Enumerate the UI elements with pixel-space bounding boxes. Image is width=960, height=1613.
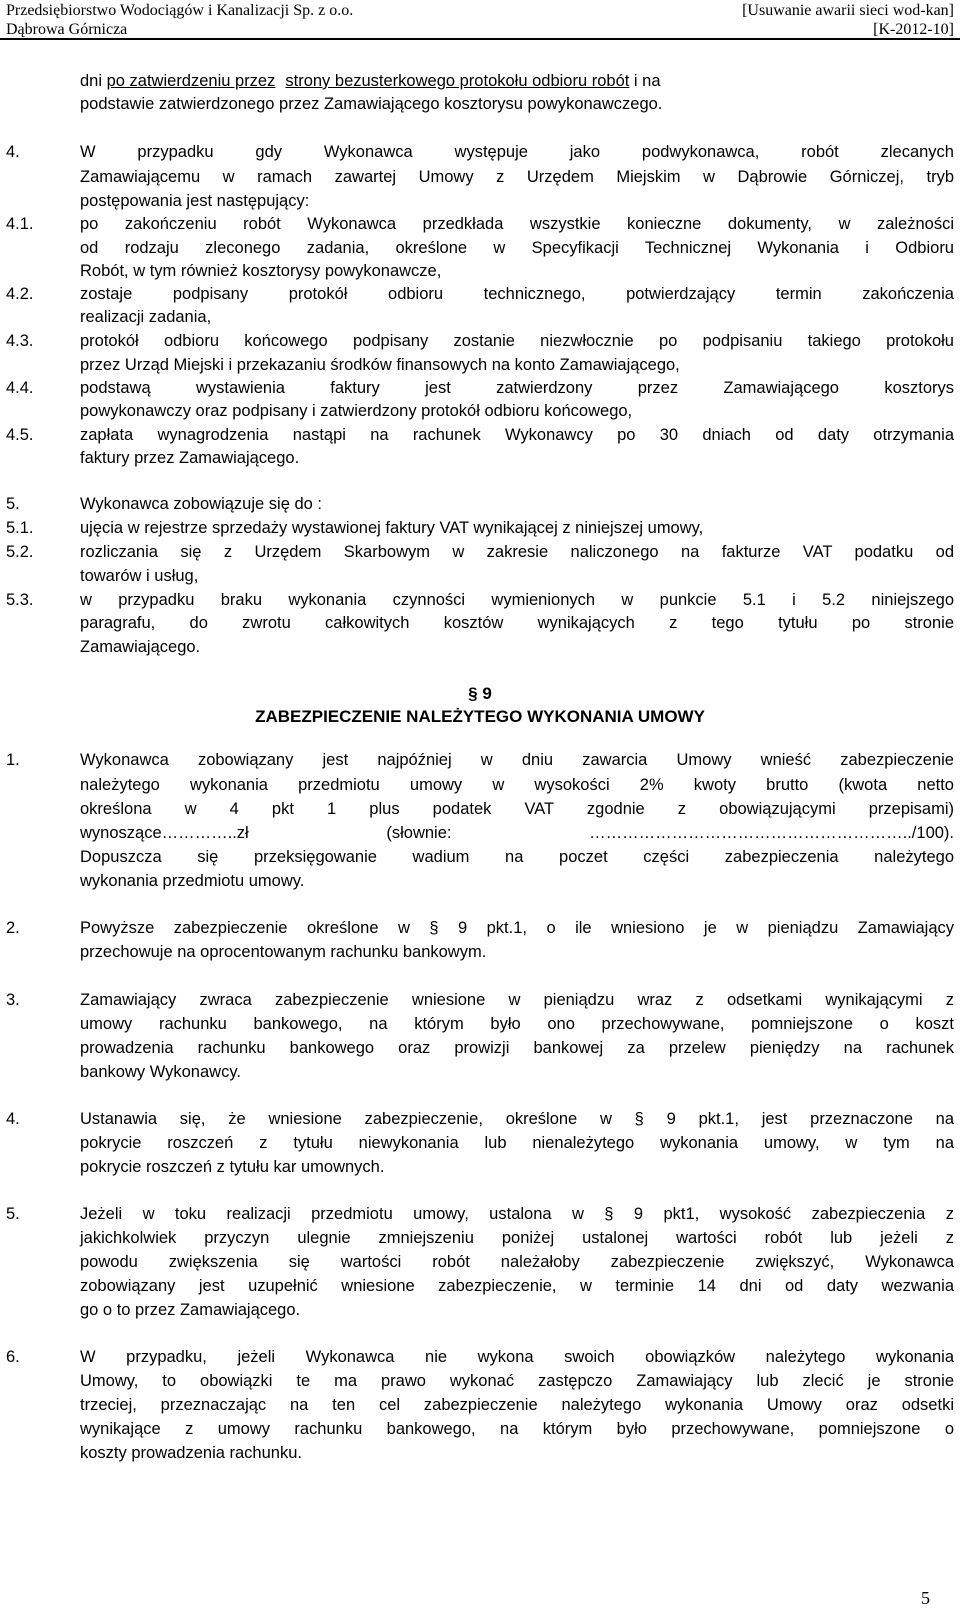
item-line: Robót, w tym również kosztorysy powykonawcze, xyxy=(80,262,442,280)
item-number: 4.5. xyxy=(6,426,34,444)
item-line: przez Urząd Miejski i przekazaniu środków finansowych na konto Zamawiającego, xyxy=(80,356,680,374)
item-line: po zakończeniu robót Wykonawca przedkłada wszystkie konieczne dokumenty, w zależności xyxy=(80,215,954,233)
item-line: paragrafu, do zwrotu całkowitych kosztów wynikających z tego tytułu po stronie xyxy=(80,614,954,632)
section-item-line: Powyższe zabezpieczenie określone w § 9 pkt.1, o ile wniesiono je w pieniądzu Zamawiający xyxy=(80,919,954,937)
section-symbol: § 9 xyxy=(468,684,492,703)
item-line: w przypadku braku wykonania czynności wymienionych w punkcie 5.1 i 5.2 niniejszego xyxy=(80,591,954,609)
section-item-line: wynoszące…………..zł (słownie: …………………………………………………../100). xyxy=(80,824,954,842)
section-item-number: 2. xyxy=(6,919,20,937)
item-number: 4.3. xyxy=(6,332,34,350)
section-item-line: Ustanawia się, że wniesione zabezpieczenie, określone w § 9 pkt.1, jest przeznaczone na xyxy=(80,1110,954,1128)
section-item-number: 1. xyxy=(6,751,20,769)
section-item-line: Umowy, to obowiązki te ma prawo wykonać zastępczo Zamawiający lub zlecić je stronie xyxy=(80,1372,954,1390)
section-title: ZABEZPIECZENIE NALEŻYTEGO WYKONANIA UMOWY xyxy=(255,707,705,726)
item-line: powykonawczy oraz podpisany i zatwierdzony protokół odbioru końcowego, xyxy=(80,402,633,420)
item-number: 4.4. xyxy=(6,379,34,397)
intro-underlined-1: po zatwierdzeniu przez xyxy=(106,72,276,90)
section-item-line: prowadzenia rachunku bankowego oraz prowizji bankowej za przelew pieniędzy na rachunek xyxy=(80,1039,954,1057)
item-number: 5.1. xyxy=(6,519,34,537)
section-item-line: przechowuje na oprocentowanym rachunku bankowym. xyxy=(80,943,487,961)
section-item-line: go o to przez Zamawiającego. xyxy=(80,1301,301,1319)
section-item-line: pokrycie roszczeń z tytułu kar umownych. xyxy=(80,1158,385,1176)
page-header xyxy=(0,0,960,40)
item-line: od rodzaju zleconego zadania, określone w Specyfikacji Technicznej Wykonania i Odbioru xyxy=(80,239,954,257)
section-item-line: Dopuszcza się przeksięgowanie wadium na poczet części zabezpieczenia należytego xyxy=(80,848,954,866)
section-item-line: należytego wykonania przedmiotu umowy w wysokości 2% kwoty brutto (kwota netto xyxy=(80,776,954,794)
section-item-line: Zamawiający zwraca zabezpieczenie wniesione w pieniądzu wraz z odsetkami wynikającymi z xyxy=(80,991,954,1009)
item-line: faktury przez Zamawiającego. xyxy=(80,449,300,467)
item-number: 4.2. xyxy=(6,285,34,303)
item-line: rozliczania się z Urzędem Skarbowym w zakresie naliczonego na fakturze VAT podatku od xyxy=(80,543,954,561)
point-4-line: postępowania jest następujący: xyxy=(80,192,310,210)
point-4-number: 4. xyxy=(6,143,20,161)
item-line: protokół odbioru końcowego podpisany zostanie niezwłocznie po podpisaniu takiego protokołu xyxy=(80,332,954,350)
item-line: towarów i usług, xyxy=(80,567,199,585)
intro-text: dni xyxy=(80,72,107,90)
header-code: [K-2012-10] xyxy=(873,21,954,38)
item-line: ujęcia w rejestrze sprzedaży wystawionej faktury VAT wynikającej z niniejszej umowy, xyxy=(80,519,704,537)
section-item-line: wynikające z umowy rachunku bankowego, na którym było przechowywane, pomniejszone o xyxy=(80,1420,954,1438)
section-item-line: Jeżeli w toku realizacji przedmiotu umowy, ustalona w § 9 pkt1, wysokość zabezpieczenia z xyxy=(80,1205,954,1223)
point-4-line: Zamawiającemu w ramach zawartej Umowy z Urzędem Miejskim w Dąbrowie Górniczej, tryb xyxy=(80,168,954,186)
section-item-line: Wykonawca zobowiązany jest najpóźniej w dniu zawarcia Umowy wnieść zabezpieczenie xyxy=(80,751,954,769)
section-item-line: trzeciej, przeznaczając na ten cel zabezpieczenie należytego wykonania Umowy oraz odsetki xyxy=(80,1396,954,1414)
item-line: zapłata wynagrodzenia nastąpi na rachunek Wykonawcy po 30 dniach od daty otrzymania xyxy=(80,426,954,444)
section-item-number: 5. xyxy=(6,1205,20,1223)
page-number: 5 xyxy=(921,1588,930,1608)
point-5-number: 5. xyxy=(6,495,20,513)
section-item-line: jakichkolwiek przyczyn ulegnie zmniejszeniu poniżej ustalonej wartości robót lub jeżeli z xyxy=(80,1229,954,1247)
intro-underlined-2: strony bezusterkowego protokołu odbioru robót xyxy=(285,72,630,90)
section-item-line: określona w 4 pkt 1 plus podatek VAT zgodnie z obowiązującymi przepisami) xyxy=(80,800,954,818)
header-left xyxy=(6,1,353,39)
section-item-number: 6. xyxy=(6,1348,20,1366)
section-item-line: pokrycie roszczeń z tytułu niewykonania lub nienależytego wykonania umowy, w tym na xyxy=(80,1134,954,1152)
section-item-number: 4. xyxy=(6,1110,20,1128)
intro-line-1 xyxy=(80,71,661,91)
item-line: zostaje podpisany protokół odbioru technicznego, potwierdzający termin zakończenia xyxy=(80,285,954,303)
intro-line-2: podstawie zatwierdzonego przez Zamawiającego kosztorysu powykonawczego. xyxy=(80,95,663,113)
section-item-line: zobowiązany jest uzupełnić wniesione zabezpieczenie, w terminie 14 dni od daty wezwania xyxy=(80,1277,954,1295)
item-number: 5.2. xyxy=(6,543,34,561)
header-city: Dąbrowa Górnicza xyxy=(6,21,128,38)
item-line: podstawą wystawienia faktury jest zatwierdzony przez Zamawiającego kosztorys xyxy=(80,379,954,397)
section-item-line: koszty prowadzenia rachunku. xyxy=(80,1444,302,1462)
intro-text-end: i na xyxy=(629,72,661,90)
header-right xyxy=(742,1,954,39)
section-item-line: powodu zwiększenia się wartości robót należałoby zabezpieczenie zwiększyć, Wykonawca xyxy=(80,1253,954,1271)
item-number: 4.1. xyxy=(6,215,34,233)
item-line: realizacji zadania, xyxy=(80,308,212,326)
header-title: [Usuwanie awarii sieci wod-kan] xyxy=(742,2,954,19)
section-item-line: umowy rachunku bankowego, na którym było ono przechowywane, pomniejszone o koszt xyxy=(80,1015,954,1033)
section-item-number: 3. xyxy=(6,991,20,1009)
section-item-line: wykonania przedmiotu umowy. xyxy=(80,872,305,890)
header-company: Przedsiębiorstwo Wodociągów i Kanalizacji Sp. z o.o. xyxy=(6,2,354,19)
point-4-line: W przypadku gdy Wykonawca występuje jako podwykonawca, robót zlecanych xyxy=(80,143,954,161)
section-item-line: W przypadku, jeżeli Wykonawca nie wykona swoich obowiązków należytego wykonania xyxy=(80,1348,954,1366)
item-number: 5.3. xyxy=(6,591,34,609)
point-5-text: Wykonawca zobowiązuje się do : xyxy=(80,495,322,513)
item-line: Zamawiającego. xyxy=(80,638,201,656)
section-item-line: bankowy Wykonawcy. xyxy=(80,1063,241,1081)
